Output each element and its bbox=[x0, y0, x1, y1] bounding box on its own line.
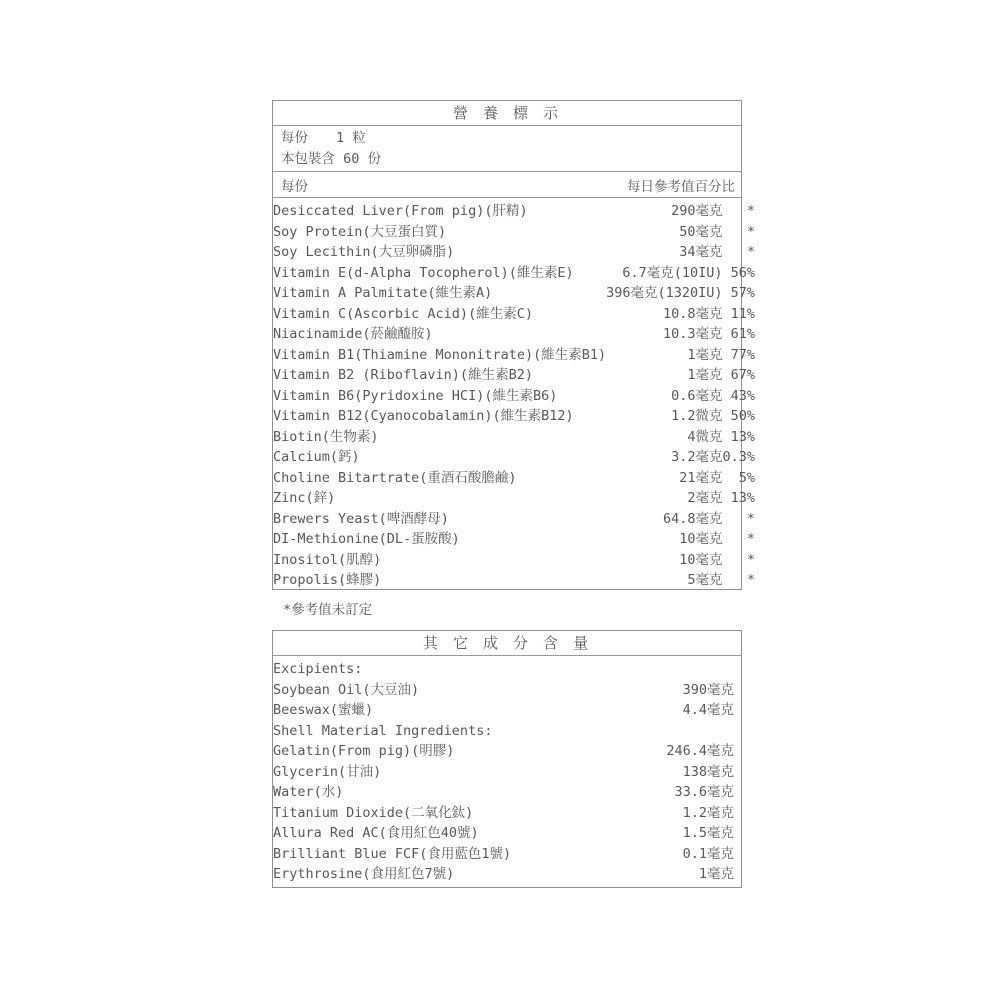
serving-size-label: 每份 bbox=[281, 130, 308, 146]
ingredient-amount: 0.1毫克 bbox=[682, 845, 734, 862]
nutrient-row bbox=[273, 509, 755, 530]
nutrient-name: Soy Lecithin(大豆卵磷脂) bbox=[273, 244, 455, 260]
nutrient-amount: 1毫克 bbox=[687, 367, 723, 383]
nutrient-name: Vitamin B12(Cyanocobalamin)(維生素B12) bbox=[273, 408, 574, 424]
ingredient-amount: 1.2毫克 bbox=[682, 804, 734, 821]
nutrient-table bbox=[273, 201, 755, 591]
nutrient-row bbox=[273, 406, 755, 427]
nutrient-daily-value: * bbox=[746, 572, 756, 588]
nutrient-row bbox=[273, 222, 755, 243]
nutrient-name: Vitamin C(Ascorbic Acid)(維生素C) bbox=[273, 305, 533, 322]
nutrient-name: Choline Bitartrate(重酒石酸膽鹼) bbox=[273, 469, 517, 486]
nutrient-name: Niacinamide(菸鹼醯胺) bbox=[273, 326, 433, 342]
nutrient-row bbox=[273, 242, 755, 263]
nutrient-row bbox=[273, 324, 755, 345]
nutrient-amount: 396毫克(1320IU) bbox=[606, 285, 723, 301]
ingredient-row bbox=[273, 700, 741, 721]
column-header-per-serving: 每份 bbox=[281, 178, 308, 195]
nutrient-daily-value: 13% bbox=[730, 490, 756, 506]
nutrient-row bbox=[273, 345, 755, 366]
ingredient-amount: 33.6毫克 bbox=[674, 784, 734, 800]
ingredient-name: Gelatin(From pig)(明膠) bbox=[273, 743, 455, 759]
nutrient-row bbox=[273, 386, 755, 407]
nutrient-daily-value: 61% bbox=[730, 326, 756, 342]
nutrient-amount: 34毫克 bbox=[679, 244, 723, 260]
column-header-row bbox=[273, 172, 741, 198]
nutrient-amount: 1.2微克 bbox=[671, 408, 723, 424]
ingredient-amount bbox=[629, 659, 741, 680]
nutrient-daily-value: 67% bbox=[730, 367, 756, 383]
nutrient-amount: 10毫克 bbox=[679, 531, 723, 547]
nutrient-daily-value: 57% bbox=[730, 285, 756, 301]
nutrient-row bbox=[273, 468, 755, 489]
nutrient-amount: 5毫克 bbox=[687, 572, 723, 588]
nutrient-row bbox=[273, 201, 755, 222]
ingredient-amount: 4.4毫克 bbox=[682, 702, 734, 718]
column-header-daily-value: 每日參考值百分比 bbox=[627, 178, 735, 195]
nutrient-amount: 64.8毫克 bbox=[663, 510, 723, 527]
ingredient-row bbox=[273, 782, 741, 803]
ingredient-amount: 138毫克 bbox=[682, 763, 734, 780]
ingredient-row bbox=[273, 823, 741, 844]
nutrient-row bbox=[273, 427, 755, 448]
nutrient-name: Brewers Yeast(啤酒酵母) bbox=[273, 510, 449, 527]
nutrient-amount: 50毫克 bbox=[679, 223, 723, 240]
ingredient-amount: 1.5毫克 bbox=[682, 825, 734, 841]
nutrient-daily-value: 56% bbox=[730, 264, 756, 281]
serving-size-line bbox=[281, 128, 733, 149]
nutrient-row bbox=[273, 529, 755, 550]
nutrient-amount: 10.3毫克 bbox=[663, 326, 723, 342]
ingredient-amount bbox=[629, 721, 741, 742]
nutrient-name: Soy Protein(大豆蛋白質) bbox=[273, 223, 447, 240]
nutrient-name: Inositol(肌醇) bbox=[273, 551, 382, 568]
nutrient-amount: 10.8毫克 bbox=[663, 305, 723, 322]
nutrient-name: Desiccated Liver(From pig)(肝精) bbox=[273, 203, 528, 219]
other-ingredients-box bbox=[272, 630, 742, 888]
nutrient-daily-value: 43% bbox=[730, 387, 756, 404]
nutrient-daily-value: * bbox=[746, 510, 756, 527]
ingredient-row bbox=[273, 844, 741, 865]
ingredient-row bbox=[273, 659, 741, 680]
nutrition-facts-title: 營 養 標 示 bbox=[273, 101, 741, 126]
nutrient-daily-value: * bbox=[746, 551, 756, 568]
ingredient-row bbox=[273, 803, 741, 824]
nutrient-amount: 3.2毫克 bbox=[671, 449, 723, 465]
nutrition-facts-box bbox=[272, 100, 756, 590]
package-contains-line: 本包裝含 60 份 bbox=[281, 151, 382, 167]
nutrient-row bbox=[273, 283, 755, 304]
ingredient-name: Allura Red AC(食用紅色40號) bbox=[273, 825, 479, 841]
nutrient-row bbox=[273, 447, 755, 468]
nutrient-daily-value: 77% bbox=[730, 346, 756, 363]
nutrient-amount: 6.7毫克(10IU) bbox=[622, 264, 723, 281]
nutrient-amount: 4微克 bbox=[687, 428, 723, 445]
ingredient-row bbox=[273, 680, 741, 701]
nutrient-rows bbox=[273, 201, 755, 591]
nutrient-amount: 1毫克 bbox=[687, 346, 723, 363]
ingredient-name: Water(水) bbox=[273, 784, 344, 800]
nutrient-row bbox=[273, 304, 755, 325]
nutrient-daily-value: * bbox=[746, 244, 756, 260]
ingredient-name: Soybean Oil(大豆油) bbox=[273, 681, 420, 698]
serving-info bbox=[273, 126, 741, 172]
other-ingredients-title: 其 它 成 分 含 量 bbox=[273, 631, 741, 656]
nutrient-daily-value: 5% bbox=[738, 469, 756, 486]
ingredient-name: Erythrosine(食用紅色7號) bbox=[273, 866, 455, 882]
nutrient-name: Vitamin B1(Thiamine Mononitrate)(維生素B1) bbox=[273, 346, 607, 363]
nutrient-amount: 21毫克 bbox=[679, 469, 723, 486]
ingredient-amount: 246.4毫克 bbox=[666, 743, 734, 759]
nutrient-name: Calcium(鈣) bbox=[273, 449, 360, 465]
ingredient-name: Beeswax(蜜蠟) bbox=[273, 702, 374, 718]
ingredient-rows bbox=[273, 659, 741, 885]
ingredient-name: Excipients: bbox=[273, 661, 363, 677]
nutrient-name: Zinc(鋅) bbox=[273, 490, 336, 506]
nutrient-name: Propolis(蜂膠) bbox=[273, 572, 382, 588]
ingredient-row bbox=[273, 864, 741, 885]
nutrient-amount: 10毫克 bbox=[679, 551, 723, 568]
ingredient-row bbox=[273, 741, 741, 762]
ingredient-name: Titanium Dioxide(二氧化鈦) bbox=[273, 804, 474, 821]
nutrient-daily-value: 11% bbox=[730, 305, 756, 322]
nutrient-amount: 0.6毫克 bbox=[671, 387, 723, 404]
nutrient-name: Vitamin B2 (Riboflavin)(維生素B2) bbox=[273, 367, 533, 383]
nutrient-amount: 290毫克 bbox=[671, 203, 723, 219]
nutrient-row bbox=[273, 488, 755, 509]
nutrient-row bbox=[273, 550, 755, 571]
nutrient-name: Vitamin E(d-Alpha Tocopherol)(維生素E) bbox=[273, 264, 574, 281]
nutrient-daily-value: * bbox=[746, 531, 756, 547]
nutrient-name: Biotin(生物素) bbox=[273, 428, 379, 445]
reference-value-footnote: *參考值未訂定 bbox=[283, 602, 373, 618]
ingredient-name: Shell Material Ingredients: bbox=[273, 722, 493, 739]
nutrient-daily-value: * bbox=[746, 223, 756, 240]
ingredient-amount: 1毫克 bbox=[698, 866, 734, 882]
ingredient-row bbox=[273, 721, 741, 742]
nutrient-name: DI-Methionine(DL-蛋胺酸) bbox=[273, 531, 460, 547]
nutrient-daily-value: 50% bbox=[730, 408, 756, 424]
nutrient-daily-value: 13% bbox=[730, 428, 756, 445]
nutrient-row bbox=[273, 365, 755, 386]
nutrient-name: Vitamin A Palmitate(維生素A) bbox=[273, 285, 493, 301]
ingredient-name: Glycerin(甘油) bbox=[273, 763, 382, 780]
nutrient-amount: 2毫克 bbox=[687, 490, 723, 506]
ingredient-name: Brilliant Blue FCF(食用藍色1號) bbox=[273, 845, 512, 862]
nutrient-daily-value: * bbox=[746, 203, 756, 219]
nutrient-row bbox=[273, 263, 755, 284]
nutrient-row bbox=[273, 570, 755, 591]
nutrient-daily-value: 0.3% bbox=[722, 449, 756, 465]
ingredient-table bbox=[273, 659, 741, 885]
serving-size-value: 1 粒 bbox=[336, 130, 366, 146]
ingredient-row bbox=[273, 762, 741, 783]
ingredient-amount: 390毫克 bbox=[682, 681, 734, 698]
nutrient-name: Vitamin B6(Pyridoxine HCI)(維生素B6) bbox=[273, 387, 558, 404]
